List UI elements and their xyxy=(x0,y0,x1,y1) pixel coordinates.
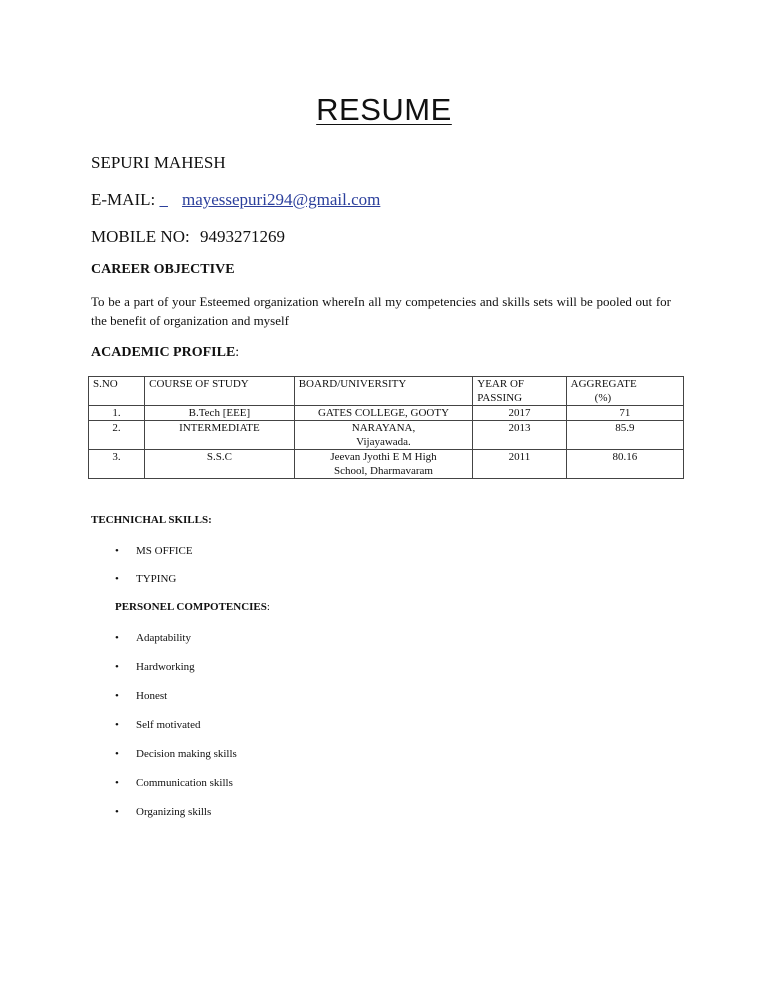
cell-course: INTERMEDIATE xyxy=(145,421,295,450)
header-board: BOARD/UNIVERSITY xyxy=(294,377,473,406)
academic-table xyxy=(88,376,684,479)
list-item: • Hardworking xyxy=(115,661,195,673)
academic-profile-heading xyxy=(91,345,239,361)
cell-year: 2011 xyxy=(473,450,566,479)
cell-sno: 3. xyxy=(89,450,145,479)
header-aggregate: AGGREGATE (%) xyxy=(566,377,683,406)
technical-skills-heading: TECHNICHAL SKILLS: xyxy=(91,514,212,526)
email-underline-lead xyxy=(159,190,168,209)
cell-year: 2013 xyxy=(473,421,566,450)
email-row xyxy=(91,190,380,210)
list-item: • Communication skills xyxy=(115,777,233,789)
personal-heading-text: PERSONEL COMPOTENCIES xyxy=(115,601,267,613)
cell-course: S.S.C xyxy=(145,450,295,479)
header-sno: S.NO xyxy=(89,377,145,406)
list-item: • Decision making skills xyxy=(115,748,237,760)
mobile-row xyxy=(91,227,285,247)
cell-aggregate: 80.16 xyxy=(566,450,683,479)
cell-course: B.Tech [EEE] xyxy=(145,406,295,421)
bullet-icon: • xyxy=(115,719,119,731)
bullet-icon: • xyxy=(115,573,119,585)
table-row xyxy=(89,450,684,479)
cell-board: Jeevan Jyothi E M High School, Dharmavaram xyxy=(294,450,473,479)
bullet-icon: • xyxy=(115,777,119,789)
academic-heading-colon: : xyxy=(235,345,240,360)
cell-year: 2017 xyxy=(473,406,566,421)
table-header-row xyxy=(89,377,684,406)
bullet-icon: • xyxy=(115,545,119,557)
cell-sno: 1. xyxy=(89,406,145,421)
bullet-icon: • xyxy=(115,806,119,818)
table-row xyxy=(89,406,684,421)
list-item: • Self motivated xyxy=(115,719,201,731)
bullet-icon: • xyxy=(115,748,119,760)
header-course: COURSE OF STUDY xyxy=(145,377,295,406)
bullet-icon: • xyxy=(115,690,119,702)
email-link[interactable]: mayessepuri294@gmail.com xyxy=(181,190,381,209)
list-item: • Adaptability xyxy=(115,632,191,644)
cell-aggregate: 85.9 xyxy=(566,421,683,450)
list-item: • TYPING xyxy=(115,573,177,585)
mobile-number: 9493271269 xyxy=(199,227,285,246)
bullet-icon: • xyxy=(115,632,119,644)
cell-board: GATES COLLEGE, GOOTY xyxy=(294,406,473,421)
header-year: YEAR OF PASSING xyxy=(473,377,566,406)
list-item: • Honest xyxy=(115,690,168,702)
table-row xyxy=(89,421,684,450)
list-item: • MS OFFICE xyxy=(115,545,193,557)
career-objective-heading: CAREER OBJECTIVE xyxy=(91,262,235,277)
academic-heading-text: ACADEMIC PROFILE xyxy=(91,345,236,360)
page-title: RESUME xyxy=(316,92,452,127)
cell-aggregate: 71 xyxy=(566,406,683,421)
mobile-label: MOBILE NO: xyxy=(91,227,190,246)
list-item: • Organizing skills xyxy=(115,806,212,818)
email-label: E-MAIL: xyxy=(91,190,156,209)
career-objective-text: To be a part of your Esteemed organization whereIn all my competencies and skills sets will be pooled out for the benefit of organization and myself xyxy=(91,294,671,328)
cell-sno: 2. xyxy=(89,421,145,450)
bullet-icon: • xyxy=(115,661,119,673)
personal-competencies-heading: PERSONEL COMPOTENCIES: xyxy=(115,601,270,613)
cell-board: NARAYANA, Vijayawada. xyxy=(294,421,473,450)
candidate-name: SEPURI MAHESH xyxy=(91,153,226,172)
